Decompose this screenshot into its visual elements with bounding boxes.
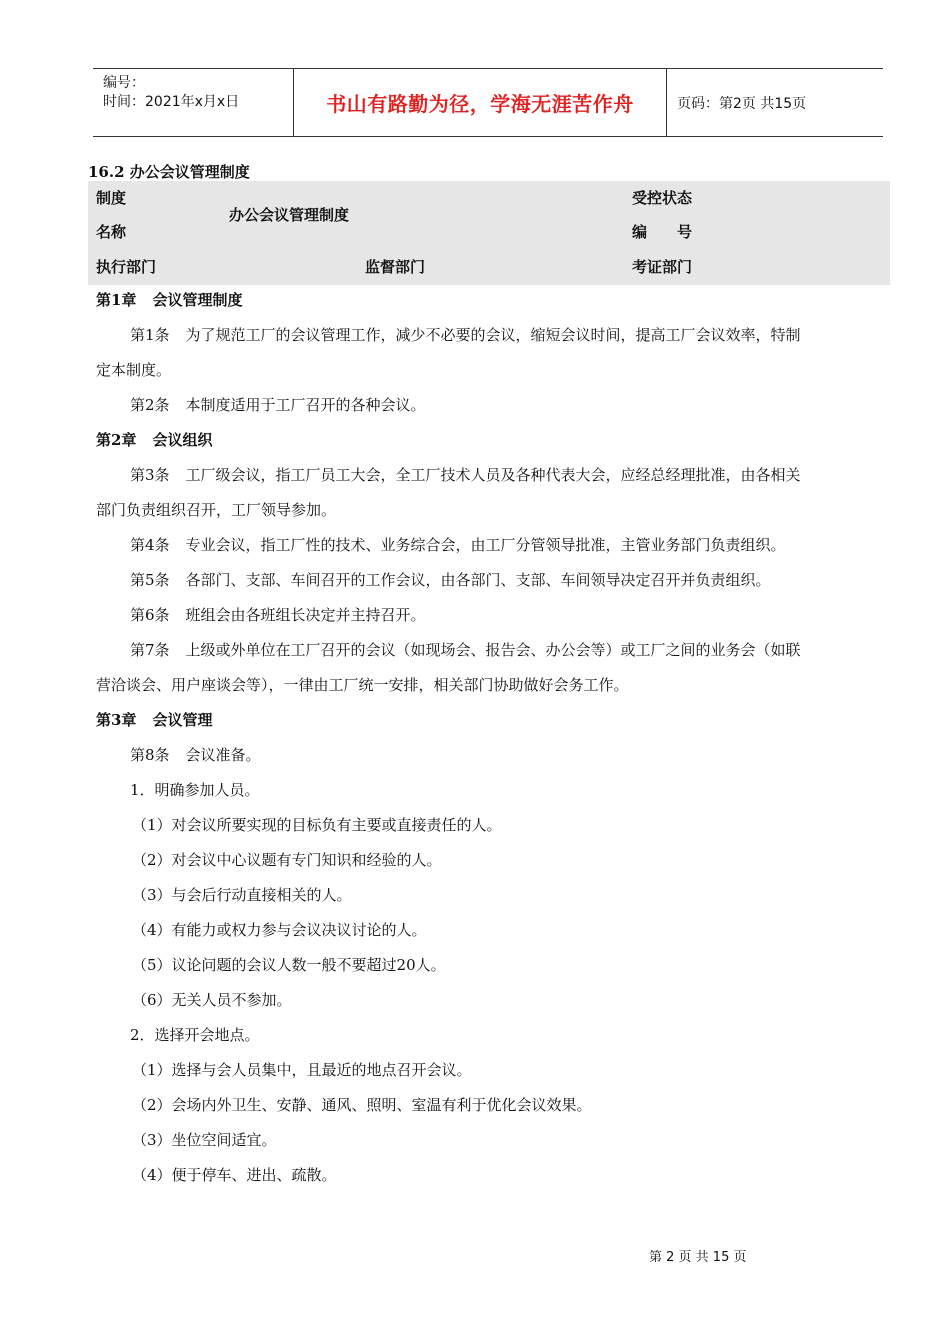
- section-title: 16.2 办公会议管理制度: [88, 163, 250, 181]
- list-subitem: （3）与会后行动直接相关的人。: [132, 886, 352, 904]
- article-paragraph: 第6条 班组会由各班组长决定并主持召开。: [130, 606, 426, 624]
- exec-dept-label: 执行部门: [96, 258, 157, 276]
- article-paragraph: 第3条 工厂级会议，指工厂员工大会，全工厂技术人员及各种代表大会，应经总经理批准，由各相关: [130, 466, 801, 484]
- article-paragraph: 第5条 各部门、支部、车间召开的工作会议，由各部门、支部、车间领导决定召开并负责组织。: [130, 571, 771, 589]
- list-subitem: （2）会场内外卫生、安静、通风、照明、室温有利于优化会议效果。: [132, 1096, 592, 1114]
- list-subitem: （1）对会议所要实现的目标负有主要或直接责任的人。: [132, 816, 502, 834]
- label-mingcheng: 名称: [96, 223, 127, 241]
- header-left-cell: [93, 69, 294, 136]
- list-subitem: （1）选择与会人员集中，且最近的地点召开会议。: [132, 1061, 472, 1079]
- chapter-heading: 第2章 会议组织: [96, 431, 213, 449]
- regulation-name-value: 办公会议管理制度: [229, 206, 350, 224]
- list-subitem: （4）有能力或权力参与会议决议讨论的人。: [132, 921, 427, 939]
- list-subitem: （3）坐位空间适宜。: [132, 1131, 277, 1149]
- article-paragraph: 第1条 为了规范工厂的会议管理工作，减少不必要的会议，缩短会议时间，提高工厂会议效率，特制: [130, 326, 801, 344]
- paragraph-continuation: 定本制度。: [96, 361, 172, 379]
- motto: 书山有路勤为径，学海无涯苦作舟: [326, 92, 634, 116]
- page-info: 页码：第2页 共15页: [677, 95, 807, 112]
- regulation-info-box: [88, 181, 890, 285]
- chapter-heading: 第1章 会议管理制度: [96, 291, 243, 309]
- page-header: [93, 68, 883, 137]
- list-subitem: （2）对会议中心议题有专门知识和经验的人。: [132, 851, 442, 869]
- supervise-dept-label: 监督部门: [365, 258, 426, 276]
- control-status-label: 受控状态: [632, 189, 693, 207]
- number-field-label: 编 号: [632, 223, 693, 241]
- list-subitem: （6）无关人员不参加。: [132, 991, 292, 1009]
- page-footer: 第 2 页 共 15 页: [649, 1250, 747, 1265]
- list-subitem: （5）议论问题的会议人数一般不要超过20人。: [132, 956, 446, 974]
- article-paragraph: 第7条 上级或外单位在工厂召开的会议（如现场会、报告会、办公会等）或工厂之间的业务会（如联: [130, 641, 801, 659]
- list-subitem: （4）便于停车、进出、疏散。: [132, 1166, 337, 1184]
- verify-dept-label: 考证部门: [632, 258, 693, 276]
- article-paragraph: 第8条 会议准备。: [130, 746, 261, 764]
- article-paragraph: 第2条 本制度适用于工厂召开的各种会议。: [130, 396, 426, 414]
- header-motto-cell: [294, 69, 667, 136]
- paragraph-continuation: 部门负责组织召开，工厂领导参加。: [96, 501, 337, 519]
- time-label: 时间：2021年x月x日: [103, 94, 240, 110]
- paragraph-continuation: 营洽谈会、用户座谈会等），一律由工厂统一安排，相关部门协助做好会务工作。: [96, 676, 629, 694]
- list-item: 1．明确参加人员。: [130, 781, 260, 799]
- label-zhidu: 制度: [96, 189, 127, 207]
- article-paragraph: 第4条 专业会议，指工厂性的技术、业务综合会，由工厂分管领导批准，主管业务部门负责组织。: [130, 536, 786, 554]
- header-page-cell: [667, 69, 883, 136]
- list-item: 2．选择开会地点。: [130, 1026, 260, 1044]
- chapter-heading: 第3章 会议管理: [96, 711, 213, 729]
- number-label: 编号：: [103, 75, 145, 91]
- document-body: [96, 283, 886, 1193]
